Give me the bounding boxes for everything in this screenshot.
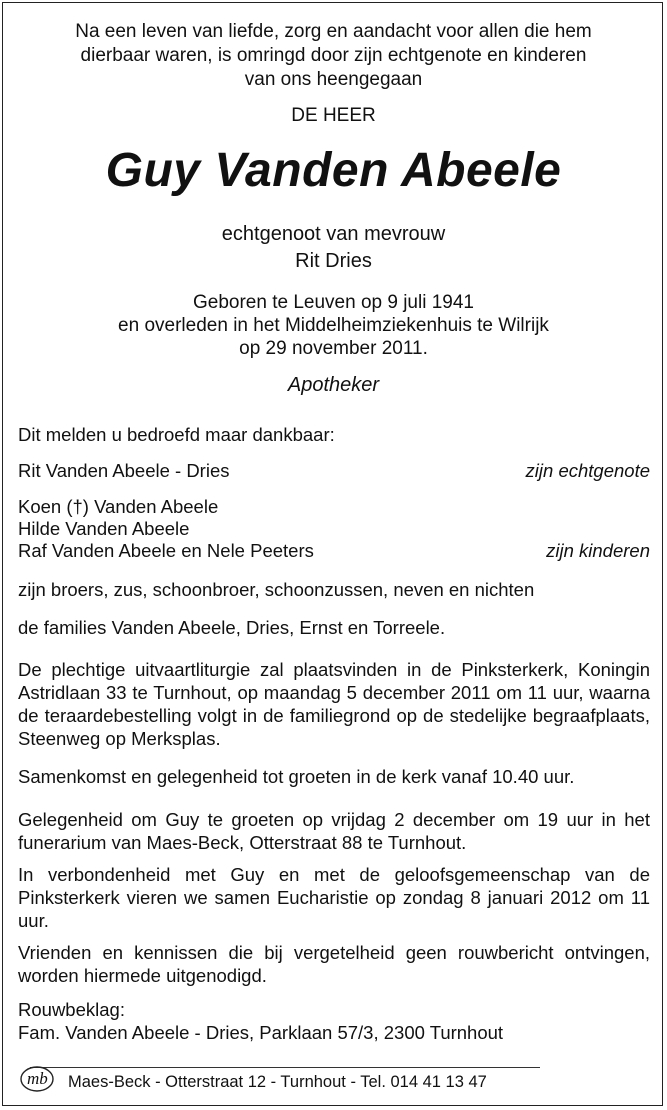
title-prefix: DE HEER <box>291 105 376 126</box>
death-date-line: op 29 november 2011. <box>239 338 428 359</box>
condolence-address: Fam. Vanden Abeele - Dries, Parklaan 57/3, 2300 Turnhout <box>18 1022 504 1043</box>
child-name: Hilde Vanden Abeele <box>18 518 190 539</box>
children-list <box>18 496 650 562</box>
child-name: Raf Vanden Abeele en Nele Peeters <box>18 540 314 561</box>
viewing-paragraph: Gelegenheid om Guy te groeten op vrijdag 2 december om 19 uur in het funerarium van Maes-Beck, Otterstraat 88 te Turnhout. <box>18 809 650 853</box>
condolence-block <box>18 998 650 1044</box>
families-line: de families Vanden Abeele, Dries, Ernst en Torreele. <box>18 617 446 638</box>
funeral-paragraph: De plechtige uitvaartliturgie zal plaatsvinden in de Pinksterkerk, Koningin Astridlaan 33 te Turnhout, op maandag 5 december 2011 om 11 uur, waarna de teraardebestelling volgt in de familiegrond op de stedelijke begraafplaats, Steenweg op Merksplas. <box>18 659 650 749</box>
child-name: Koen (†) Vanden Abeele <box>18 496 219 517</box>
death-line: en overleden in het Middelheimziekenhuis te Wilrijk <box>118 315 549 336</box>
birth-line: Geboren te Leuven op 9 juli 1941 <box>193 292 474 313</box>
gathering-paragraph: Samenkomst en gelegenheid tot groeten in de kerk vanaf 10.40 uur. <box>18 766 575 787</box>
profession: Apotheker <box>287 374 380 396</box>
deceased-name: Guy Vanden Abeele <box>105 144 562 197</box>
spouse-info <box>0 221 667 275</box>
intro-line: van ons heengegaan <box>244 69 423 90</box>
condolence-label: Rouwbeklag: <box>18 999 125 1020</box>
funeral-home-footer: Maes-Beck - Otterstraat 12 - Turnhout - Tel. 014 41 13 47 <box>68 1073 487 1091</box>
footer-divider <box>30 1067 540 1068</box>
birth-death-info <box>0 291 667 360</box>
children-role: zijn kinderen <box>546 540 650 561</box>
logo-text: mb <box>27 1069 48 1088</box>
wife-name: Rit Vanden Abeele - Dries <box>18 460 230 481</box>
invitation-paragraph: Vrienden en kennissen die bij vergetelheid geen rouwbericht ontvingen, worden hiermede uitgenodigd. <box>18 942 650 986</box>
announcement: Dit melden u bedroefd maar dankbaar: <box>18 424 335 445</box>
intro-line: dierbaar waren, is omringd door zijn echtgenote en kinderen <box>80 45 587 66</box>
wife-role: zijn echtgenote <box>525 460 650 481</box>
spouse-relation: echtgenoot van mevrouw <box>221 223 446 245</box>
intro-text <box>0 20 667 92</box>
wife-row <box>18 460 650 482</box>
funeral-home-logo <box>19 1062 59 1094</box>
spouse-name: Rit Dries <box>295 250 372 272</box>
relatives-line: zijn broers, zus, schoonbroer, schoonzussen, neven en nichten <box>18 579 535 600</box>
intro-line: Na een leven van liefde, zorg en aandacht voor allen die hem <box>75 21 592 42</box>
eucharist-paragraph: In verbondenheid met Guy en met de geloofsgemeenschap van de Pinksterkerk vieren we samen Eucharistie op zondag 8 januari 2012 om 11 uur. <box>18 864 650 931</box>
